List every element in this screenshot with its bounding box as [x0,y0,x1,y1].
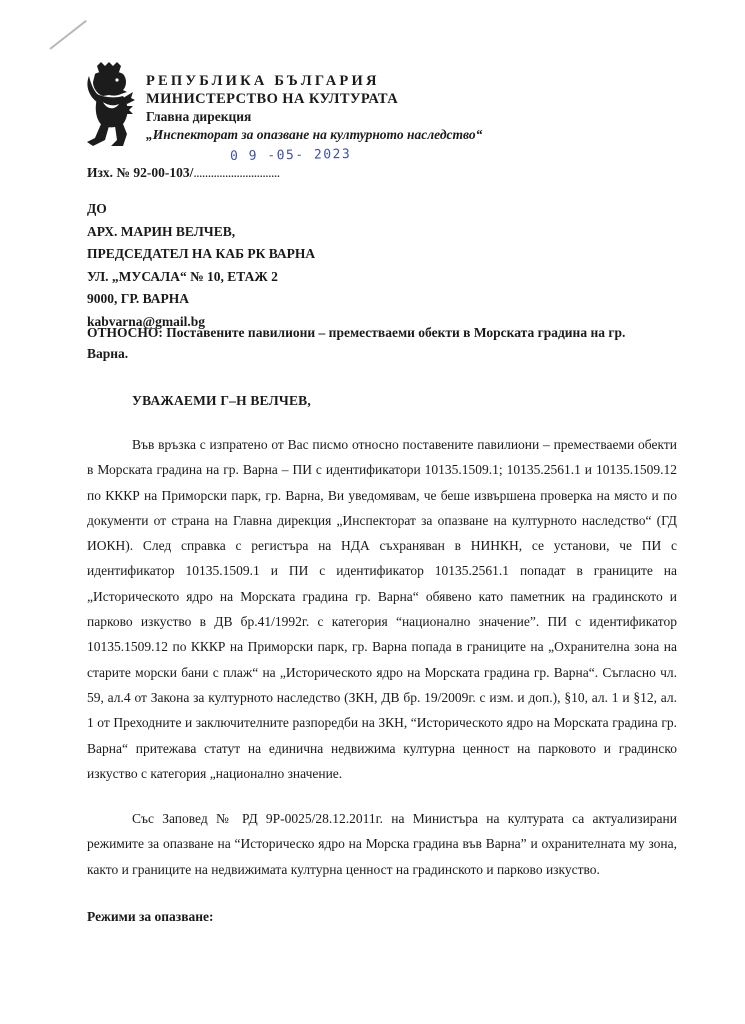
country-name: РЕПУБЛИКА БЪЛГАРИЯ [146,73,380,89]
addressee-name: АРХ. МАРИН ВЕЛЧЕВ, [87,223,236,239]
body-paragraph-2: Със Заповед № РД 9Р-0025/28.12.2011г. на Министъра на културата са актуализирани режимите за опазване на “Историческо ядро на Морска градина във Варна” и охранителната му зона, както и границите на недвижимата културна ценност на градинското и парково изкуство. [87,811,677,877]
reference-label: Изх. № 92-00-103/ [87,165,194,180]
reference-number [87,165,280,181]
ministry-header [146,72,706,144]
ministry-name: МИНИСТЕРСТВО НА КУЛТУРАТА [146,91,399,107]
addressee-position: ПРЕДСЕДАТЕЛ НА КАБ РК ВАРНА [87,246,316,261]
department-name: Главна дирекция [146,109,252,124]
addressee-city: 9000, ГР. ВАРНА [87,291,190,306]
addressee-block [87,198,315,333]
fold-mark [49,20,86,50]
regimes-heading: Режими за опазване: [87,909,214,924]
date-stamp: 0 9 -05- 2023 [229,146,352,165]
subject-line: ОТНОСНО: Поставените павилиони – преместваеми обекти в Морската градина на гр. Варна. [87,325,626,361]
addressee-email: kabvarna@gmail.bg [87,313,205,329]
reference-dots: .............................. [193,165,280,180]
addressee-to: ДО [87,201,107,216]
inspectorate-name: „Инспекторат за опазване на културното наследство“ [146,127,483,142]
addressee-street: УЛ. „МУСАЛА“ № 10, ЕТАЖ 2 [87,268,278,284]
salutation: УВАЖАЕМИ Г–Н ВЕЛЧЕВ, [132,393,311,408]
body-paragraph-1: Във връзка с изпратено от Вас писмо относно поставените павилиони – преместваеми обекти в Морската градина на гр. Варна – ПИ с идентификатори 10135.1509.1; 10135.2561.1 и 10135.1509.12 по КККР на Приморски парк, гр. Варна, Ви уведомявам, че беше извършена проверка на място и по документи от страна на Главна дирекция „Инспекторат за опазване на културното наследство“ (ГД ИОКН). След справка с регистъра на НДА съхраняван в НИНКН, се установи, че ПИ с идентификатор 10135.1509.1 и ПИ с идентификатор 10135.2561.1 попадат в границите на „Историческото ядро на Морската градина гр. Варна“ обявено като паметник на градинското и парково изкуство в ДВ бр.41/1992г. с категория “национално значение”. ПИ с идентификатор 10135.1509.12 по КККР на Приморски парк, гр. Варна попада в границите на „Охранителна зона на старите морски бани с плаж“ на „Историческото ядро на Морската градина гр. Варна“. Съгласно чл. 59, ал.4 от Закона за културното наследство (ЗКН, ДВ бр. 19/2009г. с изм. и доп.), §10, ал. 1 и §12, ал. 1 от Преходните и заключителните разпоредби на ЗКН, “Историческото ядро на Морската градина гр. Варна“ притежава статут на единична недвижима културна ценност на парковото и градинско изкуство с категория „национално значение. [87,437,677,781]
bulgarian-lion-crest-icon [83,62,135,148]
